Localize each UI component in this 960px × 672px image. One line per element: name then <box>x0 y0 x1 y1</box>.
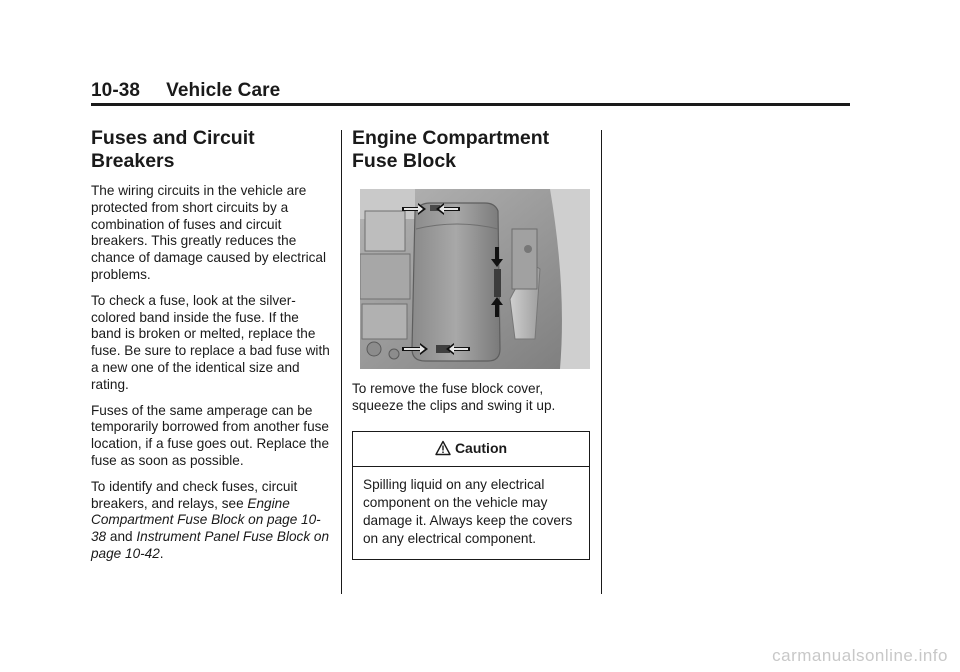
engine-fuse-heading-line2: Fuse Block <box>352 150 457 172</box>
page-number: 10-38 <box>91 80 141 101</box>
ref-instrument-panel-fuse-block[interactable]: Instrument Panel Fuse Block on page 10-42 <box>91 529 330 561</box>
paragraph-check-fuse: To check a fuse, look at the silver-colored band inside the fuse. If the band is broken or melted, replace the fuse. Be sure to replace a bad fuse with a new one of the identical size and rating. <box>91 292 330 392</box>
site-watermark: carmanualsonline.info <box>772 646 948 665</box>
ref-suffix: . <box>159 545 164 561</box>
engine-fuse-heading <box>352 127 592 173</box>
ref-engine-fuse-block[interactable]: Engine Compartment Fuse Block on page 10-38 <box>91 495 321 545</box>
caution-box <box>352 431 590 560</box>
page-header <box>91 80 280 102</box>
fuses-heading-line1: Fuses and Circuit <box>91 127 255 149</box>
ref-prefix: To identify and check fuses, circuit breakers, and relays, see <box>91 478 298 511</box>
warning-icon <box>435 440 451 459</box>
section-title: Vehicle Care <box>166 80 281 101</box>
fuses-heading <box>91 127 331 173</box>
column-divider-left <box>341 130 342 594</box>
paragraph-borrow-fuse: Fuses of the same amperage can be temporarily borrowed from another fuse location, if a fuse goes out. Replace the fuse as soon as possible. <box>91 402 330 468</box>
caution-body <box>353 467 589 559</box>
column-divider-right <box>601 130 602 594</box>
paragraph-references <box>91 479 331 563</box>
ref-mid: and <box>106 529 137 545</box>
caution-header <box>353 432 589 467</box>
fuse-block-photo <box>360 189 590 369</box>
paragraph-wiring: The wiring circuits in the vehicle are protected from short circuits by a combination of fuses and circuit breakers. This greatly reduces the chance of damage caused by electrical problems. <box>91 183 327 282</box>
fuses-heading-line2: Breakers <box>91 150 175 172</box>
header-rule <box>91 103 850 106</box>
left-column <box>91 127 331 572</box>
remove-cover-caption: To remove the fuse block cover, squeeze the clips and swing it up. <box>352 381 556 413</box>
caution-text: Spilling liquid on any electrical component on the vehicle may damage it. Always keep the covers on any electrical component. <box>363 476 573 546</box>
caution-title: Caution <box>454 439 508 456</box>
right-column <box>352 127 592 560</box>
engine-fuse-heading-line1: Engine Compartment <box>352 127 550 149</box>
